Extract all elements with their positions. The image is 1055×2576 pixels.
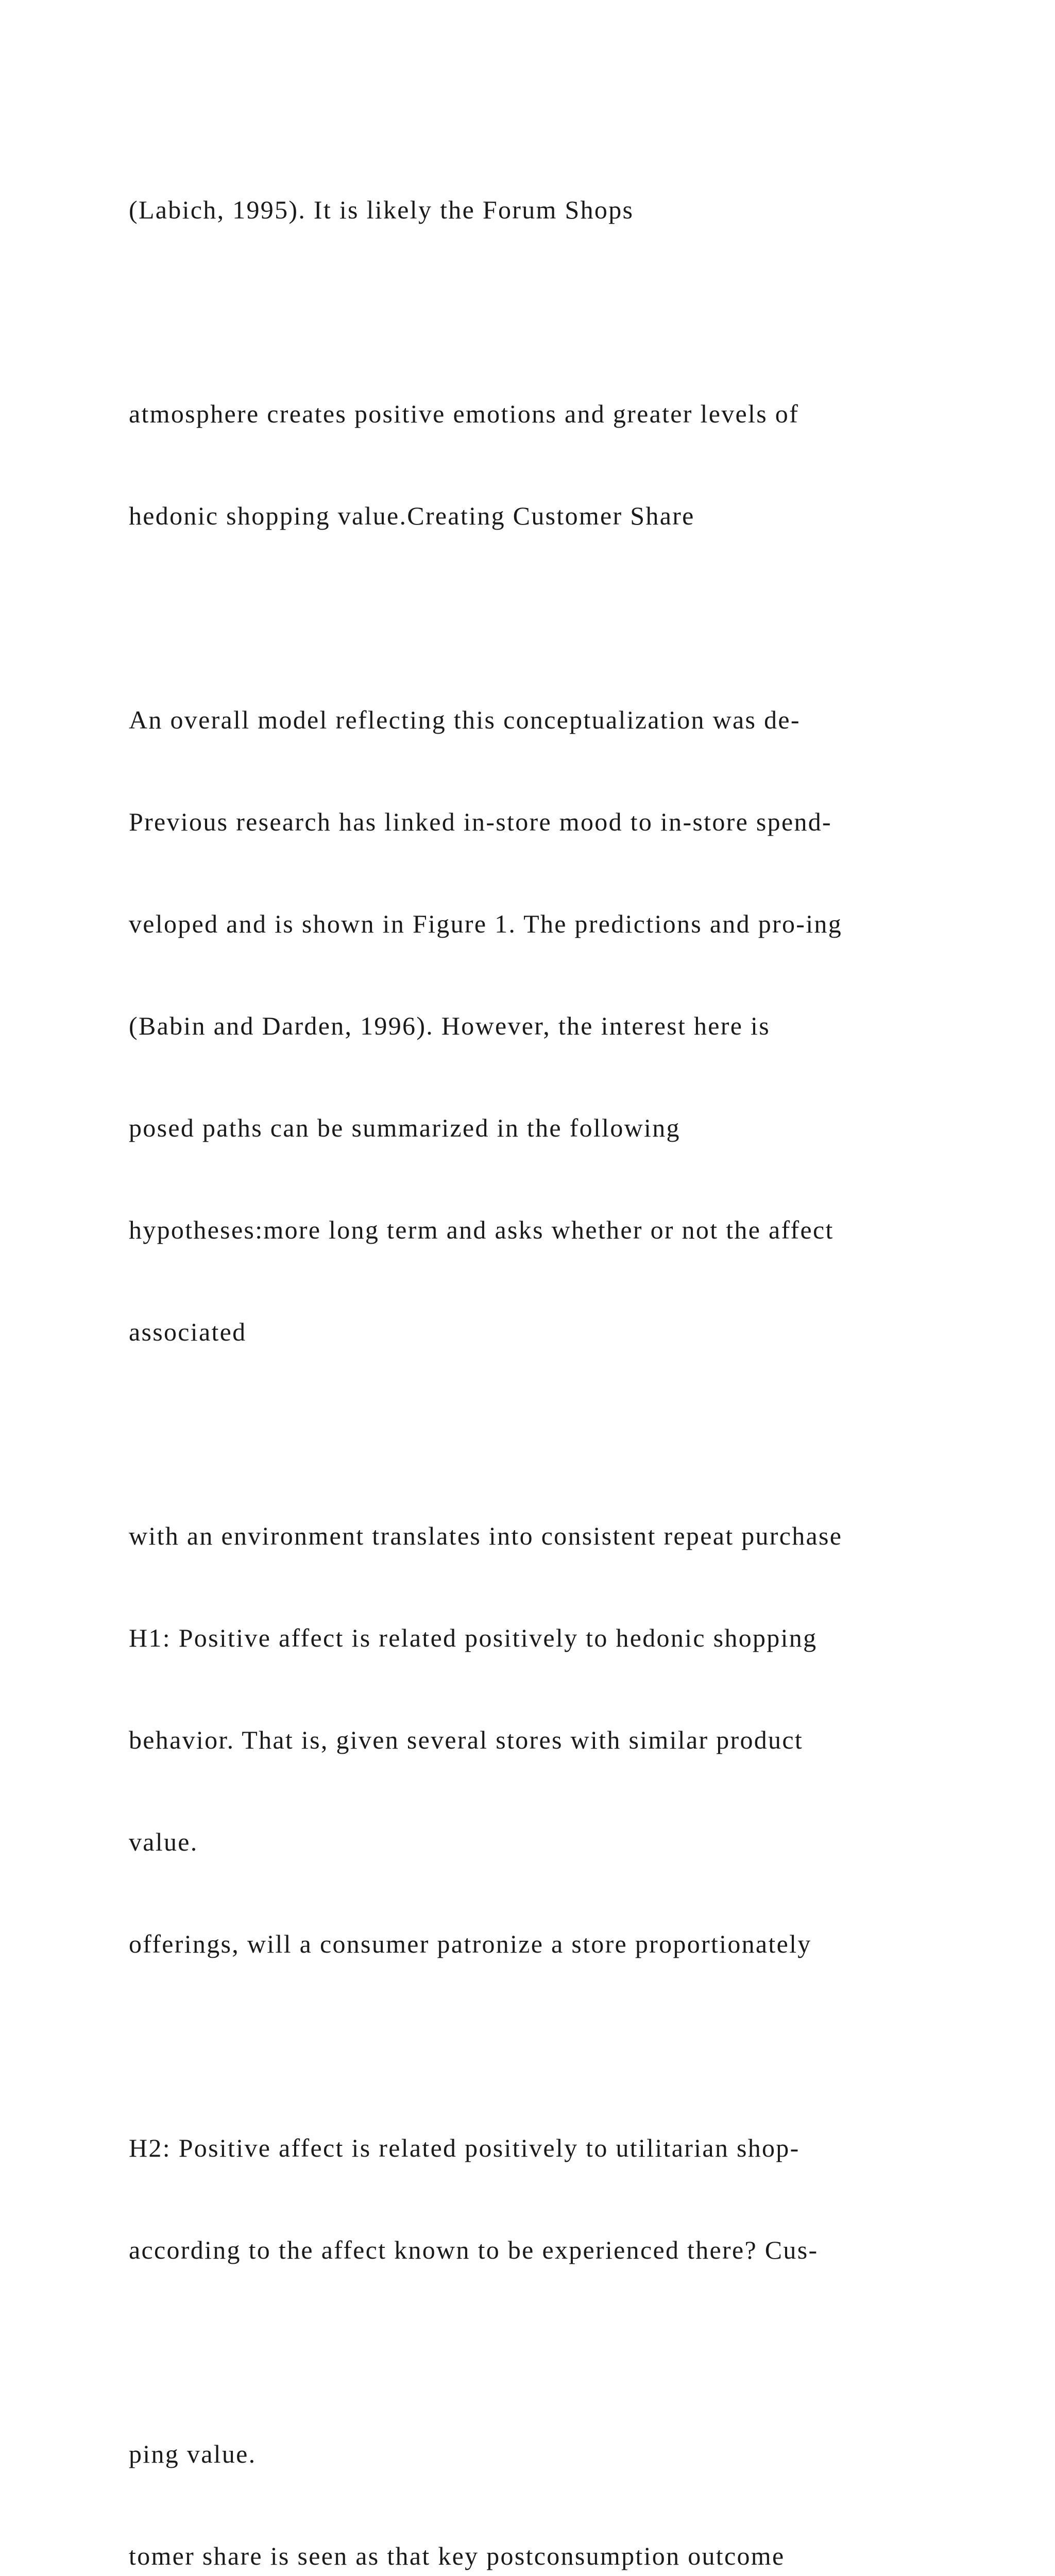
text-line: offerings, will a consumer patronize a store proportionately xyxy=(129,1929,812,1958)
blank-line xyxy=(129,2029,979,2063)
text-line: veloped and is shown in Figure 1. The predictions and pro-ing xyxy=(129,909,843,938)
text-line: associated xyxy=(129,1317,247,1346)
text-line: Previous research has linked in-store mood to in-store spend- xyxy=(129,807,832,836)
text-line: (Labich, 1995). It is likely the Forum Shops xyxy=(129,195,634,224)
text-line: H1: Positive affect is related positively to hedonic shopping xyxy=(129,1623,818,1652)
text-line: ping value. xyxy=(129,2439,257,2468)
blank-line xyxy=(129,601,979,635)
blank-line xyxy=(129,1417,979,1451)
text-line: hedonic shopping value.Creating Customer Share xyxy=(129,501,695,530)
blank-line xyxy=(129,2335,979,2369)
text-line: with an environment translates into consistent repeat purchase xyxy=(129,1521,843,1550)
document-text xyxy=(129,125,979,2576)
text-line: H2: Positive affect is related positively to utilitarian shop- xyxy=(129,2133,800,2162)
text-line: tomer share is seen as that key postconsumption outcome xyxy=(129,2541,785,2570)
text-line: value. xyxy=(129,1827,198,1856)
text-line: An overall model reflecting this conceptualization was de- xyxy=(129,705,801,734)
blank-line xyxy=(129,295,979,329)
text-line: (Babin and Darden, 1996). However, the interest here is xyxy=(129,1011,770,1040)
text-line: atmosphere creates positive emotions and greater levels of xyxy=(129,399,799,428)
text-line: according to the affect known to be experienced there? Cus- xyxy=(129,2235,819,2264)
text-line: hypotheses:more long term and asks whether or not the affect xyxy=(129,1215,834,1244)
text-line: posed paths can be summarized in the following xyxy=(129,1113,680,1142)
text-line: behavior. That is, given several stores with similar product xyxy=(129,1725,804,1754)
